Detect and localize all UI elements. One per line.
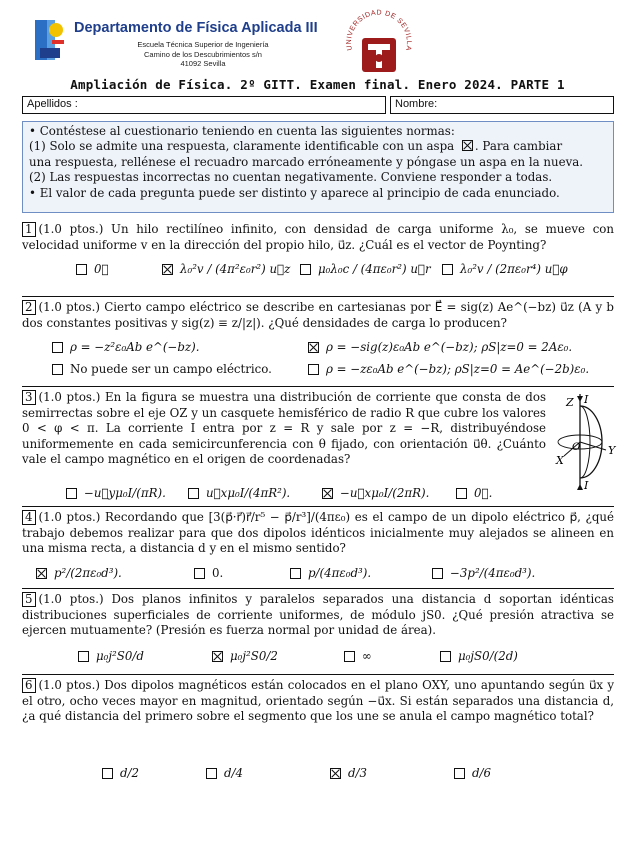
answer-checkbox[interactable] bbox=[344, 651, 355, 662]
answer-checkbox[interactable] bbox=[442, 264, 453, 275]
question-divider bbox=[22, 386, 614, 387]
answer-checkbox[interactable] bbox=[290, 568, 301, 579]
answer-checkbox[interactable] bbox=[52, 364, 63, 375]
answer-options bbox=[22, 766, 614, 788]
example-cross-box bbox=[462, 140, 473, 151]
question-number: 3 bbox=[22, 390, 36, 405]
answer-option[interactable]: μ₀j²S0/2 bbox=[212, 649, 278, 665]
answer-checkbox[interactable] bbox=[300, 264, 311, 275]
question-number: 4 bbox=[22, 510, 36, 525]
answer-checkbox[interactable] bbox=[102, 768, 113, 779]
answer-options bbox=[22, 362, 614, 384]
instructions-box: • Contéstese al cuestionario teniendo en cuenta las siguientes normas: (1) Solo se admite una respuesta, claramente identificable con un aspa . Para cambiar una respuesta, rellénese el recuadro marcado erróneamente y póngase un aspa en la nueva. (2) Las respuestas incorrectas no cuentan negativamente. Conviene responder a todas. • El valor de cada pregunta puede ser distinto y aparece al principio de cada enunciado. bbox=[22, 121, 614, 213]
answer-checkbox[interactable] bbox=[194, 568, 205, 579]
answer-checkbox-marked[interactable] bbox=[162, 264, 173, 275]
answer-option[interactable]: p²/(2πε₀d³). bbox=[36, 566, 122, 582]
origin-label: O bbox=[572, 442, 581, 453]
answer-option[interactable]: −u⃗yμ₀I/(πR). bbox=[66, 486, 166, 502]
answer-checkbox[interactable] bbox=[308, 364, 319, 375]
answer-checkbox[interactable] bbox=[76, 264, 87, 275]
current-in-label: I bbox=[584, 393, 589, 406]
answer-option[interactable]: ρ = −z²ε₀Ab e^(−bz). bbox=[52, 340, 200, 356]
question-5 bbox=[22, 592, 614, 666]
answer-options bbox=[22, 649, 614, 671]
answer-options bbox=[22, 340, 614, 362]
question-text: (1.0 ptos.) Un hilo rectilíneo infinito, con densidad de carga uniforme λ₀, se mueve con velocidad uniforme v en la dirección del propio hilo, u⃗z. ¿Cuál es el vector de Poynting? bbox=[22, 222, 614, 252]
answer-option[interactable]: d/4 bbox=[206, 766, 243, 782]
physics-department-logo bbox=[34, 18, 66, 62]
answer-checkbox[interactable] bbox=[188, 488, 199, 499]
answer-option[interactable]: μ₀jS0/(2d) bbox=[440, 649, 518, 665]
answer-options bbox=[22, 262, 614, 284]
question-4 bbox=[22, 510, 614, 582]
exam-title: Ampliación de Física. 2º GITT. Examen final. Enero 2024. PARTE 1 bbox=[70, 77, 565, 92]
question-number: 5 bbox=[22, 592, 36, 607]
answer-checkbox-marked[interactable] bbox=[212, 651, 223, 662]
answer-checkbox[interactable] bbox=[66, 488, 77, 499]
answer-option[interactable]: No puede ser un campo eléctrico. bbox=[52, 362, 272, 378]
answer-options bbox=[22, 566, 614, 588]
answer-option[interactable]: −u⃗xμ₀I/(2πR). bbox=[322, 486, 429, 502]
question-number: 1 bbox=[22, 222, 36, 237]
answer-checkbox[interactable] bbox=[454, 768, 465, 779]
answer-option[interactable]: 0⃗. bbox=[456, 486, 492, 502]
answer-option[interactable]: ρ = −sig(z)ε₀Ab e^(−bz); ρS|z=0 = 2Aε₀. bbox=[308, 340, 572, 356]
question-number: 2 bbox=[22, 300, 36, 315]
answer-checkbox[interactable] bbox=[78, 651, 89, 662]
page-header bbox=[0, 0, 635, 78]
answer-checkbox-marked[interactable] bbox=[322, 488, 333, 499]
answer-option[interactable]: λ₀²v / (2πε₀r⁴) u⃗φ bbox=[442, 262, 568, 278]
answer-checkbox[interactable] bbox=[440, 651, 451, 662]
answer-option[interactable]: ρ = −zε₀Ab e^(−bz); ρS|z=0 = Ae^(−2b)ε₀. bbox=[308, 362, 589, 378]
answer-option[interactable]: λ₀²v / (4π²ε₀r²) u⃗z bbox=[162, 262, 290, 278]
university-seal bbox=[340, 4, 418, 78]
hemisphere-current-figure bbox=[552, 392, 618, 492]
axis-x-label: X bbox=[556, 454, 564, 467]
surname-label: Apellidos : bbox=[27, 98, 78, 110]
answer-checkbox-marked[interactable] bbox=[330, 768, 341, 779]
question-text: (1.0 ptos.) En la figura se muestra una distribución de corriente que consta de dos semirrectas sobre el eje OZ y un casquete hemisférico de radio R que cubre los valores 0 < φ < π. La corriente I entra por z = R y sale por z = −R, distribuyéndose uniformemente en cada semicircunferencia con θ fijado, con orientación u⃗θ. ¿Cuánto vale el campo magnético en el origen de coordenadas? bbox=[22, 390, 546, 467]
answer-checkbox-marked[interactable] bbox=[308, 342, 319, 353]
department-name: Departamento de Física Aplicada III bbox=[74, 20, 318, 36]
question-6 bbox=[22, 678, 614, 788]
answer-options bbox=[22, 486, 614, 508]
question-divider bbox=[22, 674, 614, 675]
answer-option[interactable]: μ₀j²S0/d bbox=[78, 649, 144, 665]
question-divider bbox=[22, 506, 614, 507]
question-3 bbox=[22, 390, 546, 506]
answer-option[interactable]: ∞ bbox=[344, 649, 372, 665]
school-address: Escuela Técnica Superior de Ingeniería Camino de los Descubrimientos s/n 41092 Sevilla bbox=[137, 40, 269, 68]
question-text: (1.0 ptos.) Dos planos infinitos y paralelos separados una distancia d soportan idénticas distribuciones superficiales de corriente uniformes, de módulo jS0. ¿Qué presión atractiva se ejercen mutuamente? (Presión es fuerza normal por unidad de área). bbox=[22, 592, 614, 638]
answer-option[interactable]: d/2 bbox=[102, 766, 139, 782]
answer-checkbox[interactable] bbox=[456, 488, 467, 499]
question-number: 6 bbox=[22, 678, 36, 693]
name-field[interactable] bbox=[390, 96, 614, 114]
seal-lettering: UNIVERSIDAD DE SEVILLA bbox=[345, 9, 413, 52]
answer-option[interactable]: −3p²/(4πε₀d³). bbox=[432, 566, 535, 582]
question-divider bbox=[22, 588, 614, 589]
answer-checkbox-marked[interactable] bbox=[36, 568, 47, 579]
answer-option[interactable]: d/3 bbox=[330, 766, 367, 782]
question-1 bbox=[22, 222, 614, 292]
question-text: (1.0 ptos.) Dos dipolos magnéticos están colocados en el plano OXY, uno apuntando según u⃗x y el otro, ocho veces mayor en magnitud, orientado según −u⃗x. Si están separados una distancia d, ¿a qué distancia del primero sobre el segmento que los une se anula el campo magnético total? bbox=[22, 678, 614, 724]
answer-checkbox[interactable] bbox=[52, 342, 63, 353]
question-2 bbox=[22, 300, 614, 384]
answer-option[interactable]: 0. bbox=[194, 566, 223, 582]
answer-checkbox[interactable] bbox=[206, 768, 217, 779]
answer-checkbox[interactable] bbox=[432, 568, 443, 579]
answer-option[interactable]: u⃗xμ₀I/(4πR²). bbox=[188, 486, 290, 502]
axis-y-label: Y bbox=[608, 444, 616, 457]
axis-z-label: Z bbox=[566, 396, 574, 409]
surname-field[interactable] bbox=[22, 96, 386, 114]
answer-option[interactable]: 0⃗ bbox=[76, 262, 109, 278]
answer-option[interactable]: p/(4πε₀d³). bbox=[290, 566, 371, 582]
name-label: Nombre: bbox=[395, 98, 438, 110]
question-text: (1.0 ptos.) Recordando que [3(p⃗·r⃗)r⃗/r⁵ − p⃗/r³]/(4πε₀) es el campo de un dipolo eléctrico p⃗, ¿qué trabajo debemos realizar para que dos dipolos idénticos inicialmente muy alejados se alineen en una misma recta, a distancia d y en el mismo sentido? bbox=[22, 510, 614, 556]
current-out-label: I bbox=[584, 479, 589, 492]
answer-option[interactable]: d/6 bbox=[454, 766, 491, 782]
answer-option[interactable]: μ₀λ₀c / (4πε₀r²) u⃗r bbox=[300, 262, 431, 278]
question-divider bbox=[22, 296, 614, 297]
question-text: (1.0 ptos.) Cierto campo eléctrico se describe en cartesianas por E⃗ = sig(z) Ae^(−bz) u⃗z (A y b dos constantes positivas y sig(z) ≡ z/|z|). ¿Qué densidades de carga lo producen? bbox=[22, 300, 614, 330]
